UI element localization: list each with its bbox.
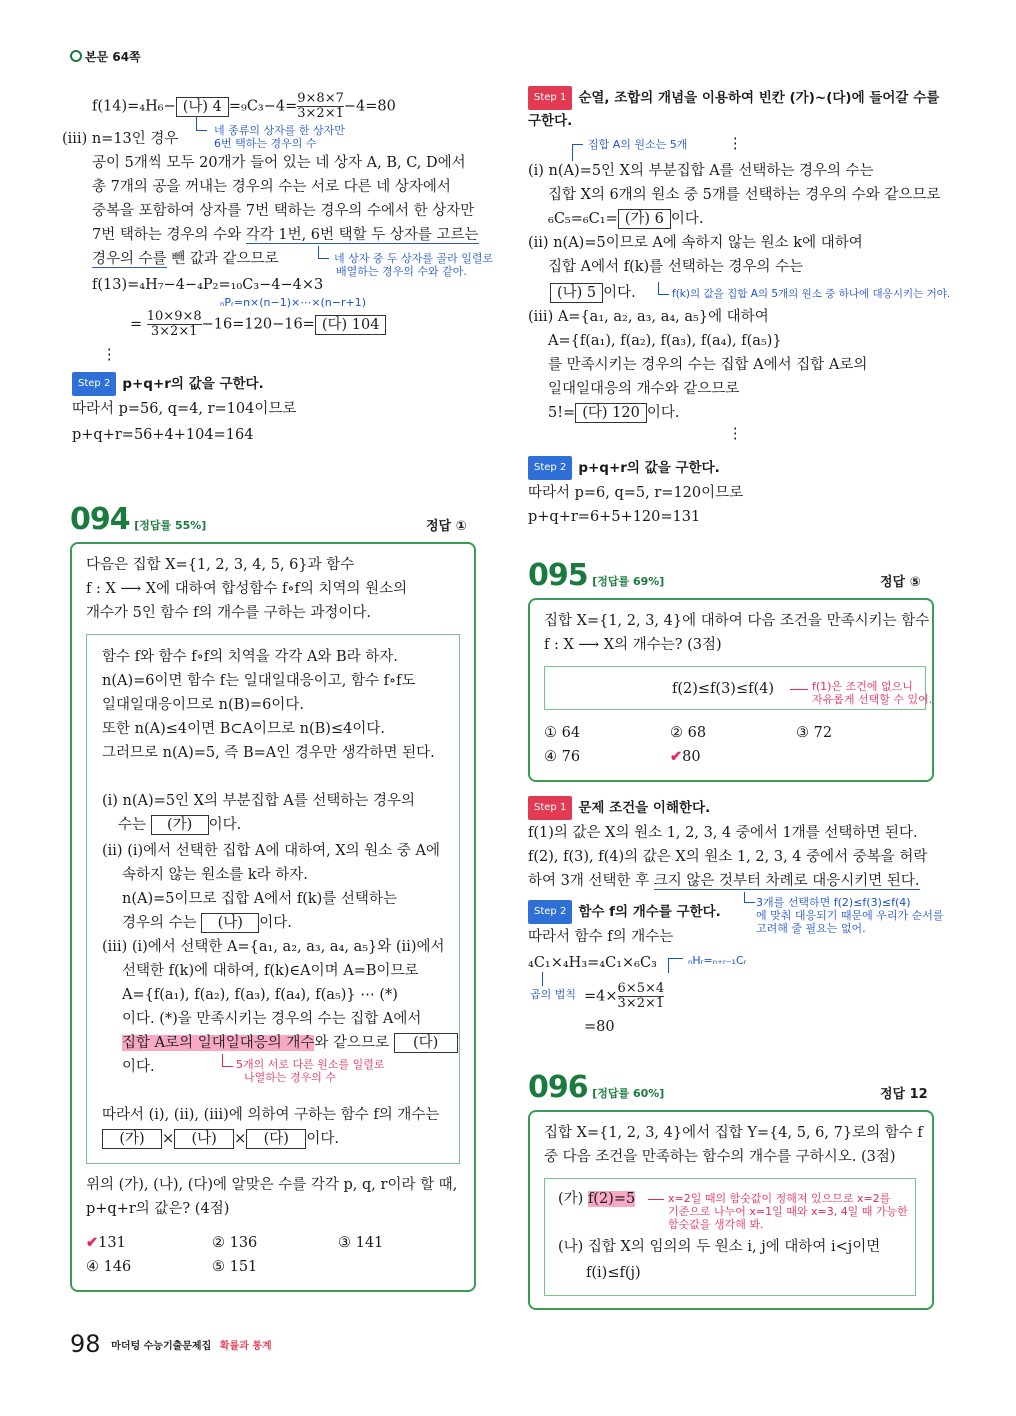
choice-1[interactable]: ① 64 — [544, 725, 581, 741]
note-pink: 5개의 서로 다른 원소를 일렬로 나열하는 경우의 수 — [236, 1058, 385, 1084]
choice-1[interactable]: ✔131 — [86, 1234, 126, 1251]
arrow-line — [572, 144, 583, 161]
answer-box-b: (나) 4 — [176, 97, 229, 117]
arrow-line — [318, 246, 329, 259]
arrow-right — [790, 689, 808, 690]
note-2: 네 상자 중 두 상자를 골라 일렬로 배열하는 경우의 수와 같아. — [334, 252, 494, 278]
note-blue: 3개를 선택하면 f(2)≤f(3)≤f(4) 에 맞춰 대응되기 때문에 우리가 순서를 고려해 줄 필요는 없어. — [756, 896, 944, 935]
choice-2[interactable]: ② 68 — [670, 725, 707, 741]
arrow-line — [744, 892, 755, 903]
step1-right: Step 1 순열, 조합의 개념을 이용하여 빈칸 (가)~(다)에 들어갈 수를 — [528, 86, 939, 110]
choice-3[interactable]: ③ 141 — [338, 1235, 384, 1251]
section-ref: 본문 64쪽 — [70, 48, 141, 65]
step2-left: Step 2 p+q+r의 값을 구한다. — [72, 372, 264, 396]
note-pink: f(1)은 조건에 없으니 자유롭게 선택할 수 있어. — [812, 680, 933, 706]
choice-3[interactable]: ③ 72 — [796, 725, 833, 741]
check-icon: ✔ — [670, 748, 683, 765]
answer-box-c: (다) 104 — [315, 315, 387, 335]
note-pink: x=2일 때의 함숫값이 정해져 있으므로 x=2를 기준으로 나누어 x=1일 때와 x=3, 4일 때 가능한 함숫값을 생각해 봐. — [668, 1192, 908, 1231]
f13-line: f(13)=₄H₇−4−₄P₂=₁₀C₃−4−4×3 — [92, 277, 324, 293]
arrow-line — [222, 1054, 233, 1067]
question-number: 096 — [528, 1070, 588, 1105]
question-number: 094 — [70, 502, 130, 537]
choice-4[interactable]: ④ 146 — [86, 1259, 132, 1275]
circle-icon — [70, 50, 82, 62]
arrow-line — [196, 116, 207, 131]
answer-label: 정답 ① — [426, 519, 467, 534]
note-3: ₙPᵣ=n×(n−1)×⋯×(n−r+1) — [220, 296, 366, 309]
note-1: 네 종류의 상자를 한 상자만 6번 택하는 경우의 수 — [214, 124, 345, 150]
correct-rate: [정답률 55%] — [134, 519, 207, 532]
choice-4[interactable]: ④ 76 — [544, 749, 581, 765]
arrow-right — [648, 1199, 664, 1200]
arrow-line — [668, 958, 683, 973]
answer-label: 정답 12 — [880, 1087, 928, 1102]
check-icon: ✔ — [86, 1234, 99, 1251]
page-number: 98 — [70, 1330, 101, 1358]
choice-5[interactable]: ⑤ 151 — [212, 1259, 258, 1275]
arrow-line — [542, 972, 543, 986]
book-title: 마더텅 수능기출문제집 — [111, 1341, 212, 1352]
choice-5[interactable]: ✔80 — [670, 748, 701, 765]
choice-2[interactable]: ② 136 — [212, 1235, 258, 1251]
f14-line: f(14)=₄H₆− (나) 4 =₉C₃−4= $\frac{9\times 8\times 7}{3\times 2\times 1}$ −4=80 — [92, 91, 396, 121]
case-3: (ⅲ) n=13인 경우 — [62, 131, 179, 147]
f13-line-2: = $\frac{10\times 9\times 8}{3\times 2\times 1}$ −16=120−16= (다) 104 — [130, 310, 386, 339]
footer — [70, 1330, 272, 1358]
arrow-line — [658, 282, 669, 295]
question-number: 095 — [528, 558, 588, 593]
answer-label: 정답 ⑤ — [880, 575, 921, 590]
correct-rate: [정답률 60%] — [592, 1087, 665, 1100]
ellipsis: ⋮ — [102, 347, 117, 363]
correct-rate: [정답률 69%] — [592, 575, 665, 588]
subject-title: 확률과 통계 — [219, 1341, 272, 1352]
